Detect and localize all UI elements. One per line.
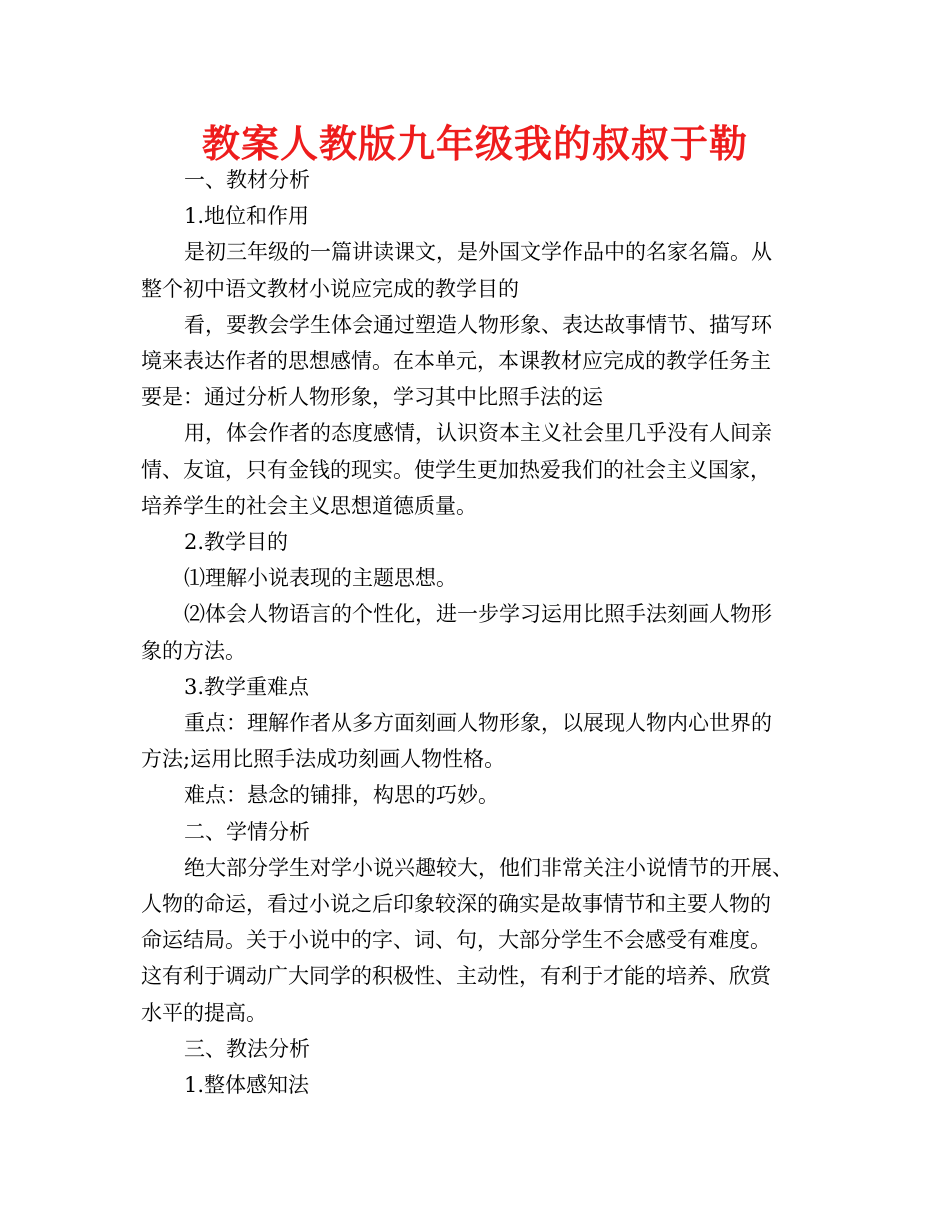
text-line: 难点：悬念的铺排，构思的巧妙。 (184, 783, 499, 808)
text-line: 用，体会作者的态度感情，认识资本主义社会里几乎没有人间亲 (184, 421, 772, 446)
text-line: 这有利于调动广大同学的积极性、主动性，有利于才能的培养、欣赏 (141, 964, 771, 989)
text-line: 3.教学重难点 (184, 674, 310, 699)
text-line: 看，要教会学生体会通过塑造人物形象、表达故事情节、描写环 (184, 312, 772, 337)
text-line: 命运结局。关于小说中的字、词、句，大部分学生不会感受有难度。 (141, 928, 771, 953)
text-line: 2.教学目的 (184, 530, 289, 555)
text-line: 境来表达作者的思想感情。在本单元，本课教材应完成的教学任务主 (141, 349, 771, 374)
text-line: 一、教材分析 (184, 168, 310, 192)
text-line: 人物的命运，看过小说之后印象较深的确实是故事情节和主要人物的 (141, 892, 771, 917)
text-line: 要是：通过分析人物形象，学习其中比照手法的运 (141, 385, 603, 410)
text-line: 情、友谊，只有金钱的现实。使学生更加热爱我们的社会主义国家， (141, 457, 771, 482)
document-body (141, 162, 823, 1103)
text-line: 三、教法分析 (184, 1036, 310, 1061)
document-title: 教案人教版九年级我的叔叔于勒 (201, 122, 748, 166)
text-line: ⑴理解小说表现的主题思想。 (184, 566, 457, 591)
text-line: ⑵体会人物语言的个性化，进一步学习运用比照手法刻画人物形 (184, 602, 772, 627)
text-line: 水平的提高。 (141, 1000, 267, 1025)
text-line: 重点：理解作者从多方面刻画人物形象，以展现人物内心世界的 (184, 711, 772, 736)
text-line: 方法;运用比照手法成功刻画人物性格。 (141, 747, 506, 772)
text-line: 1.整体感知法 (184, 1073, 310, 1098)
text-line: 培养学生的社会主义思想道德质量。 (141, 493, 477, 518)
text-line: 是初三年级的一篇讲读课文，是外国文学作品中的名家名篇。从 (184, 240, 772, 265)
text-line: 1.地位和作用 (184, 204, 310, 229)
text-line: 绝大部分学生对学小说兴趣较大，他们非常关注小说情节的开展、 (184, 855, 793, 880)
text-line: 二、学情分析 (184, 819, 310, 844)
text-line: 整个初中语文教材小说应完成的教学目的 (141, 276, 519, 301)
text-line: 象的方法。 (141, 638, 246, 663)
